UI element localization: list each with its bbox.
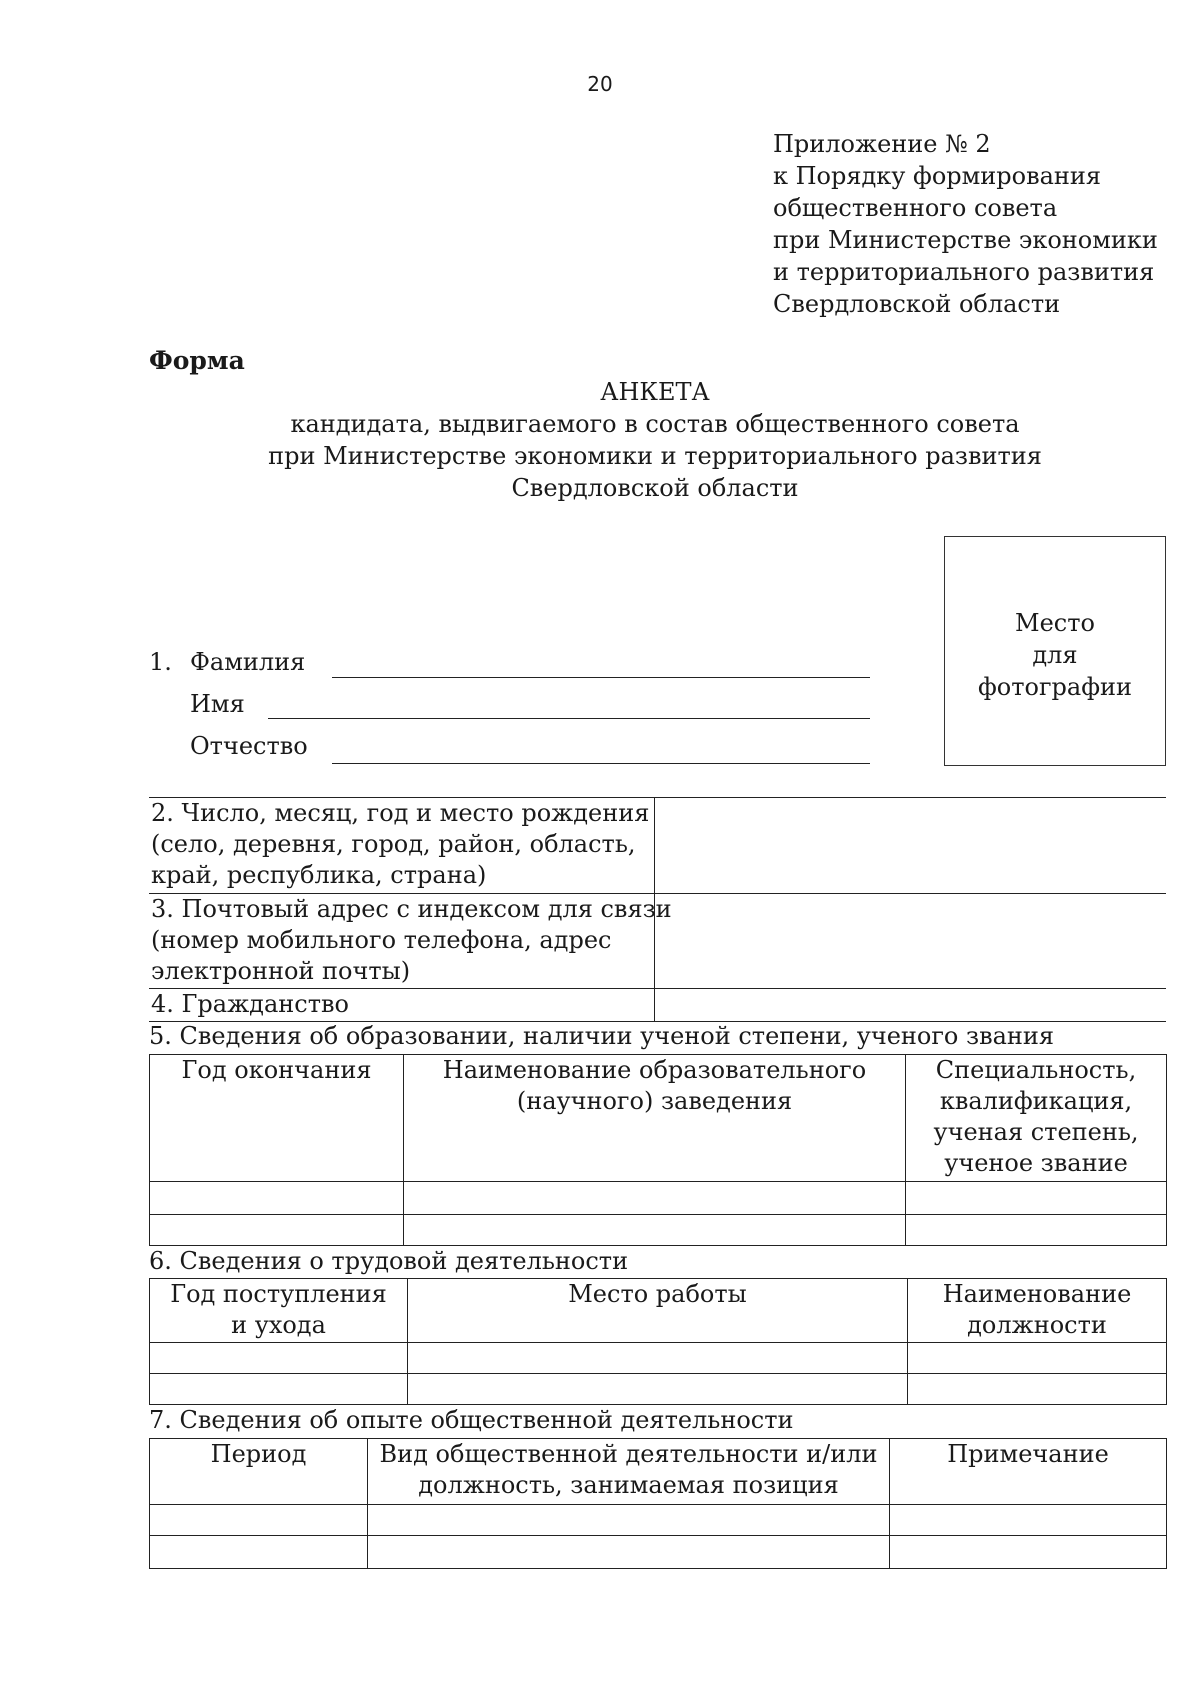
title-line: Свердловской области xyxy=(511,474,799,502)
birth-info-value-cell[interactable] xyxy=(656,799,1164,891)
address-info-line: электронной почты) xyxy=(151,957,411,985)
education-cell[interactable] xyxy=(404,1182,906,1215)
header-line: Наименование xyxy=(942,1280,1132,1308)
education-header-row xyxy=(150,1055,1167,1182)
public-activity-cell[interactable] xyxy=(890,1505,1167,1536)
header-line: Специальность, xyxy=(935,1056,1137,1084)
employment-cell[interactable] xyxy=(150,1343,408,1374)
header-line: Период xyxy=(210,1440,307,1468)
title-line: при Министерстве экономики и территориального развития xyxy=(268,442,1042,470)
employment-cell[interactable] xyxy=(408,1374,908,1405)
form-label: Форма xyxy=(149,346,245,375)
address-info-value-cell[interactable] xyxy=(656,895,1164,986)
photo-placeholder-box xyxy=(944,536,1166,766)
header-line: Примечание xyxy=(947,1440,1109,1468)
birth-info-line: 2. Число, месяц, год и место рождения xyxy=(151,799,650,827)
page-number: 20 xyxy=(587,72,613,96)
employment-cell[interactable] xyxy=(908,1343,1167,1374)
employment-cell[interactable] xyxy=(408,1343,908,1374)
education-cell[interactable] xyxy=(404,1215,906,1246)
education-row xyxy=(150,1215,1167,1246)
education-cell[interactable] xyxy=(150,1182,404,1215)
education-cell[interactable] xyxy=(906,1182,1167,1215)
birth-info-label xyxy=(151,798,649,891)
name-field[interactable] xyxy=(268,718,870,719)
education-header-institution xyxy=(404,1055,906,1182)
surname-field[interactable] xyxy=(332,677,870,678)
appendix-line: и территориального развития xyxy=(773,258,1155,286)
header-line: Наименование образовательного xyxy=(442,1056,867,1084)
public-activity-row xyxy=(150,1505,1167,1536)
name-label: Имя xyxy=(190,690,245,718)
document-title xyxy=(0,376,1200,504)
photo-label-line: для xyxy=(1032,641,1078,669)
education-cell[interactable] xyxy=(906,1215,1167,1246)
employment-header-position xyxy=(908,1279,1167,1343)
public-activity-cell[interactable] xyxy=(150,1505,368,1536)
employment-header-workplace xyxy=(408,1279,908,1343)
header-line: квалификация, xyxy=(939,1087,1133,1115)
employment-table xyxy=(149,1278,1167,1405)
section-5-label: 5. Сведения об образовании, наличии ученой степени, ученого звания xyxy=(149,1022,1055,1050)
appendix-line: общественного совета xyxy=(773,194,1058,222)
public-activity-header-type xyxy=(368,1439,890,1505)
title-heading: АНКЕТА xyxy=(600,378,710,406)
education-header-year xyxy=(150,1055,404,1182)
birth-info-line: край, республика, страна) xyxy=(151,861,487,889)
employment-header-years xyxy=(150,1279,408,1343)
education-row xyxy=(150,1182,1167,1215)
employment-cell[interactable] xyxy=(908,1374,1167,1405)
header-line: (научного) заведения xyxy=(516,1087,793,1115)
surname-label: Фамилия xyxy=(190,648,306,676)
education-header-specialty xyxy=(906,1055,1167,1182)
public-activity-header-row xyxy=(150,1439,1167,1505)
citizenship-value-cell[interactable] xyxy=(656,990,1164,1019)
employment-row xyxy=(150,1374,1167,1405)
address-info-line: 3. Почтовый адрес с индексом для связи xyxy=(151,895,672,923)
patronymic-field[interactable] xyxy=(332,763,870,764)
header-line: ученая степень, xyxy=(933,1118,1139,1146)
public-activity-cell[interactable] xyxy=(368,1536,890,1569)
header-line: должности xyxy=(967,1311,1107,1339)
public-activity-cell[interactable] xyxy=(890,1536,1167,1569)
appendix-block xyxy=(773,128,1158,320)
patronymic-label: Отчество xyxy=(190,732,308,760)
employment-row xyxy=(150,1343,1167,1374)
field-number-1: 1. xyxy=(149,648,172,676)
header-line: Вид общественной деятельности и/или xyxy=(379,1440,878,1468)
section-7-label: 7. Сведения об опыте общественной деятельности xyxy=(149,1406,794,1434)
address-info-label xyxy=(151,894,672,987)
citizenship-label: 4. Гражданство xyxy=(151,990,349,1018)
header-line: и ухода xyxy=(231,1311,326,1339)
education-cell[interactable] xyxy=(150,1215,404,1246)
public-activity-header-period xyxy=(150,1439,368,1505)
appendix-line: Приложение № 2 xyxy=(773,130,991,158)
header-line: Место работы xyxy=(568,1280,747,1308)
public-activity-cell[interactable] xyxy=(150,1536,368,1569)
employment-header-row xyxy=(150,1279,1167,1343)
public-activity-cell[interactable] xyxy=(368,1505,890,1536)
employment-cell[interactable] xyxy=(150,1374,408,1405)
photo-label-line: фотографии xyxy=(978,673,1132,701)
header-line: должность, занимаемая позиция xyxy=(418,1471,839,1499)
header-line: Год поступления xyxy=(170,1280,387,1308)
title-line: кандидата, выдвигаемого в состав общественного совета xyxy=(290,410,1020,438)
birth-info-line: (село, деревня, город, район, область, xyxy=(151,830,636,858)
public-activity-row xyxy=(150,1536,1167,1569)
appendix-line: к Порядку формирования xyxy=(773,162,1102,190)
header-line: ученое звание xyxy=(944,1149,1128,1177)
education-table xyxy=(149,1054,1167,1246)
appendix-line: Свердловской области xyxy=(773,290,1061,318)
public-activity-header-note xyxy=(890,1439,1167,1505)
section-6-label: 6. Сведения о трудовой деятельности xyxy=(149,1247,629,1275)
address-info-line: (номер мобильного телефона, адрес xyxy=(151,926,612,954)
appendix-line: при Министерстве экономики xyxy=(773,226,1158,254)
header-line: Год окончания xyxy=(181,1056,372,1084)
photo-label-line: Место xyxy=(1015,609,1095,637)
public-activity-table xyxy=(149,1438,1167,1569)
